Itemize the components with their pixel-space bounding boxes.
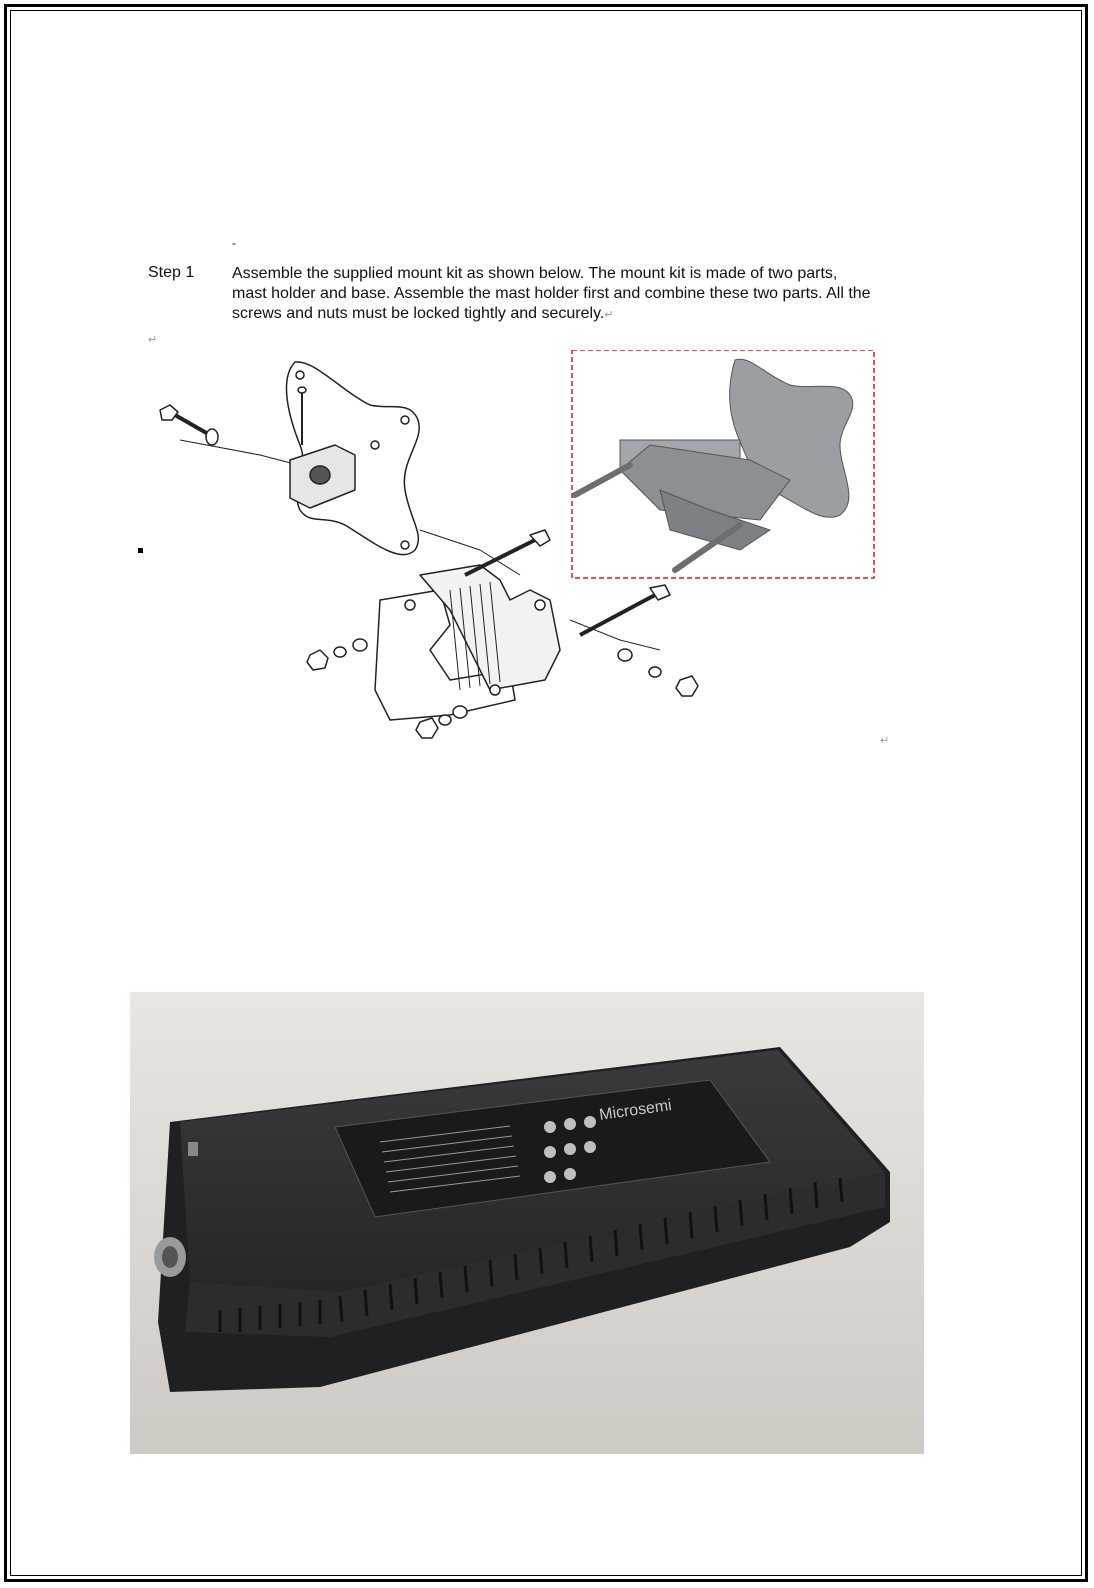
- instruction-line-2: mast holder and base. Assemble the mast holder first and combine these two parts. All the: [232, 285, 871, 302]
- instruction-line-3: screws and nuts must be locked tightly and securely.↵: [232, 305, 614, 322]
- return-mark: ↵: [148, 334, 158, 346]
- instruction-line-1: Assemble the supplied mount kit as shown below. The mount kit is made of two parts,: [232, 265, 838, 282]
- return-mark-2: ↵: [880, 735, 890, 747]
- bullet-marker: [138, 548, 143, 553]
- text-dash: -: [232, 236, 236, 250]
- step-instructions: [232, 264, 952, 325]
- brand-logo: Microsemi: [598, 1096, 673, 1124]
- step-label: Step 1: [148, 264, 195, 281]
- poe-injector-photo: [130, 992, 924, 1454]
- mount-kit-diagram: [150, 350, 885, 745]
